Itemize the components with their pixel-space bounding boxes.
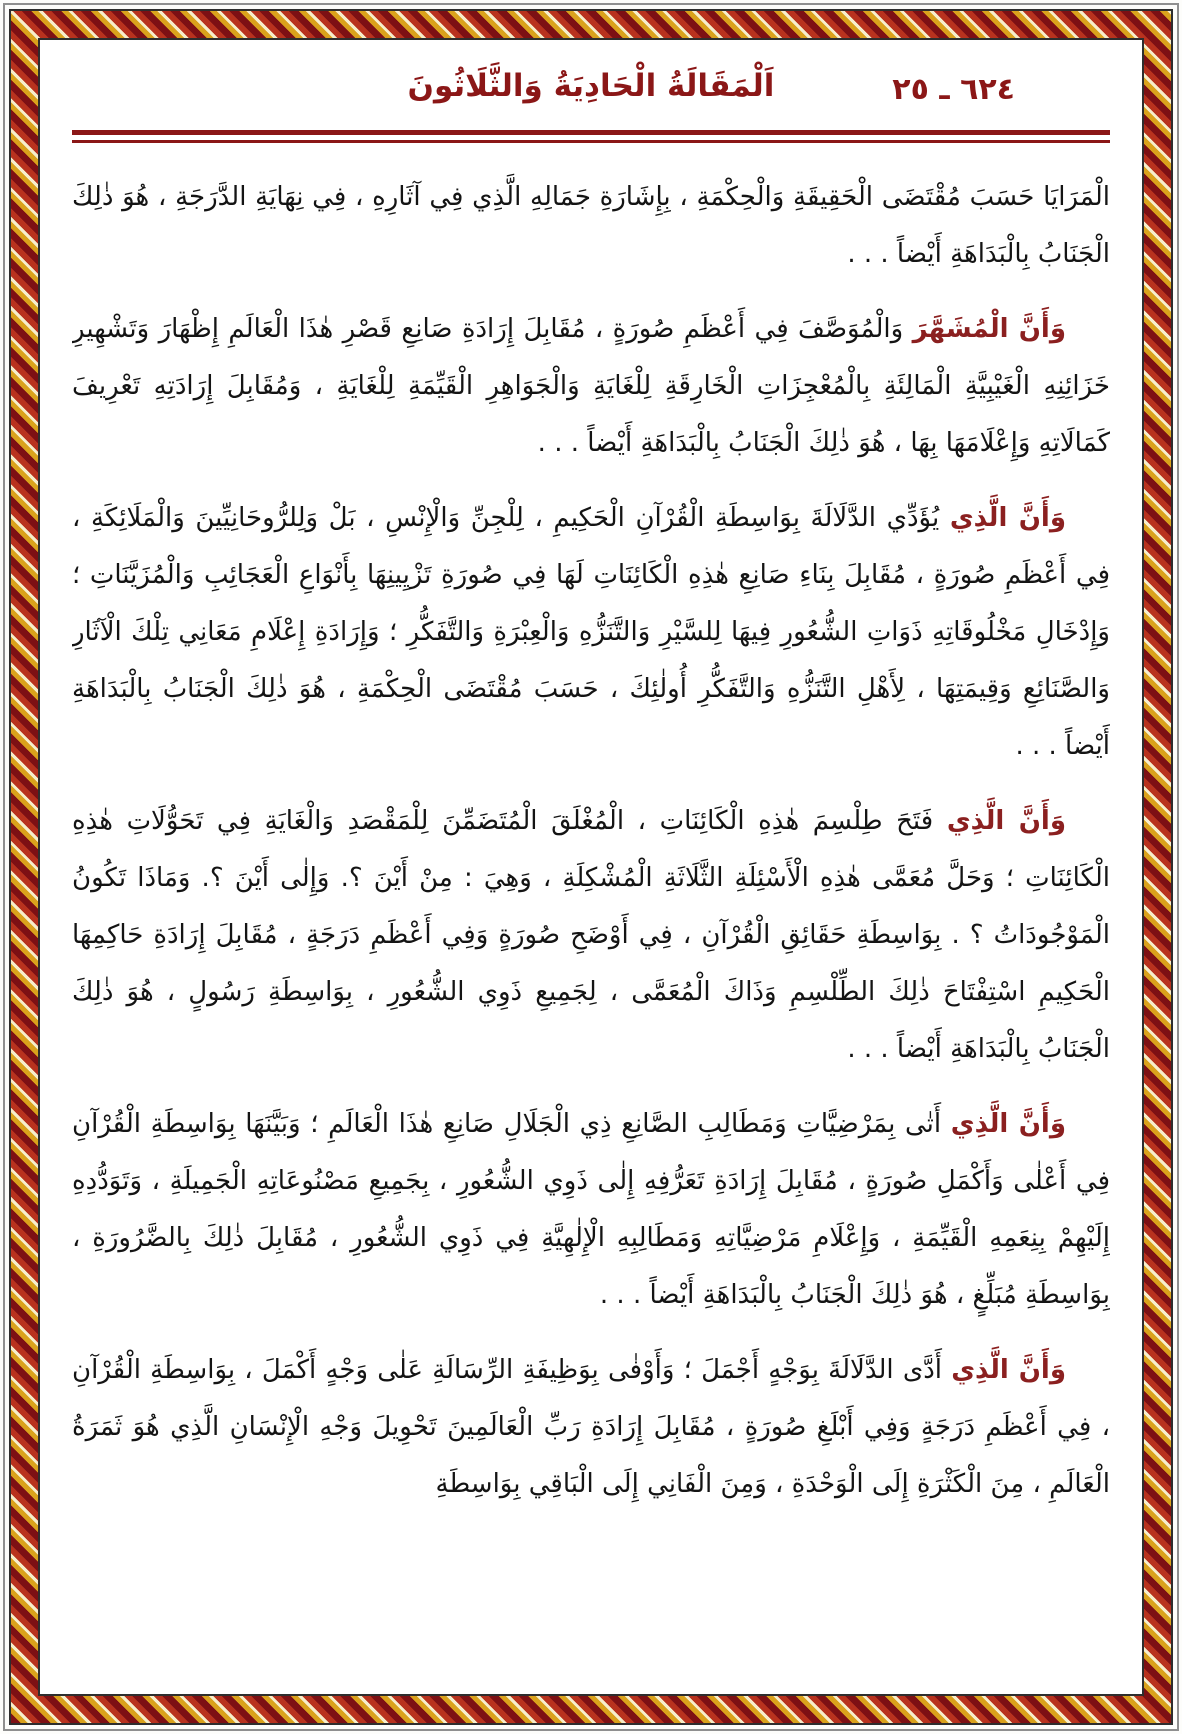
paragraph bbox=[72, 1096, 1110, 1324]
paragraph-body: أَدَّى الدَّلَالَةَ بِوَجْهٍ أَجْمَلَ ؛ وَأَوْفٰى بِوَظِيفَةِ الرِّسَالَةِ عَلٰى وَجْهٍ أَكْمَلَ ، بِوَاسِطَةِ الْقُرْآنِ ، فِي أَعْظَمِ دَرَجَةٍ وَفِي أَبْلَغِ صُورَةٍ ، مُقَابِلَ إِرَادَةِ رَبِّ الْعَالَمِينَ تَحْوِيلَ وَجْهِ الْإِنْسَانِ الَّذِي هُوَ ثَمَرَةُ الْعَالَمِ ، مِنَ الْكَثْرَةِ إِلَى الْوَحْدَةِ ، وَمِنَ الْفَانِي إِلَى الْبَاقِي بِوَاسِطَةِ bbox=[72, 1355, 1110, 1499]
paragraph bbox=[72, 793, 1110, 1078]
paragraph-body: فَتَحَ طِلْسِمَ هٰذِهِ الْكَائِنَاتِ ، الْمُغْلَقَ الْمُتَضَمِّنَ لِلْمَقْصَدِ وَالْغَايَةِ فِي تَحَوُّلَاتِ هٰذِهِ الْكَائِنَاتِ ؛ وَحَلَّ مُعَمَّى هٰذِهِ الْأَسْئِلَةِ الثَّلَاثَةِ الْمُشْكِلَةِ ، وَهِيَ : مِنْ أَيْنَ ؟. وَإِلٰى أَيْنَ ؟. وَمَاذَا تَكُونُ الْمَوْجُودَاتُ ؟ . بِوَاسِطَةِ حَقَائِقِ الْقُرْآنِ ، فِي أَوْضَحِ صُورَةٍ وَفِي أَعْظَمِ دَرَجَةٍ ، مُقَابِلَ إِرَادَةِ حَاكِمِهَا الْحَكِيمِ اسْتِفْتَاحَ ذٰلِكَ الطِّلْسِمِ وَذَاكَ الْمُعَمَّى ، لِجَمِيعِ ذَوِي الشُّعُورِ ، بِوَاسِطَةِ رَسُولٍ ، هُوَ ذٰلِكَ الْجَنَابُ بِالْبَدَاهَةِ أَيْضاً . . . bbox=[72, 806, 1110, 1064]
page-content bbox=[72, 42, 1110, 1692]
header-rule-thick bbox=[72, 130, 1110, 135]
page-header bbox=[72, 60, 1110, 130]
paragraph-body: الْمَرَايَا حَسَبَ مُقْتَضَى الْحَقِيقَةِ وَالْحِكْمَةِ ، بِإِشَارَةِ جَمَالِهِ الَّذِي فِي آثَارِهِ ، فِي نِهَايَةِ الدَّرَجَةِ ، هُوَ ذٰلِكَ الْجَنَابُ بِالْبَدَاهَةِ أَيْضاً . . . bbox=[72, 182, 1110, 269]
paragraph bbox=[72, 169, 1110, 283]
header-rule bbox=[72, 130, 1110, 143]
paragraph-lead: وَأَنَّ الَّذِي bbox=[950, 1109, 1066, 1139]
page-number: ٦٢٤ ـ ٢٥ bbox=[892, 72, 1015, 107]
paragraph bbox=[72, 301, 1110, 472]
paragraph bbox=[72, 1342, 1110, 1513]
paragraph-lead: وَأَنَّ الَّذِي bbox=[946, 806, 1066, 836]
paragraph-body: يُؤَدِّي الدَّلَالَةَ بِوَاسِطَةِ الْقُرْآنِ الْحَكِيمِ ، لِلْجِنِّ وَالْإِنْسِ ، بَلْ وَلِلرُّوحَانِيِّينَ وَالْمَلَائِكَةِ ، فِي أَعْظَمِ صُورَةٍ ، مُقَابِلَ بِنَاءِ صَانِعِ هٰذِهِ الْكَائِنَاتِ لَهَا فِي صُورَةِ تَزْيِينِهَا بِأَنْوَاعِ الْعَجَائِبِ وَالْمُزَيَّنَاتِ ؛ وَإِدْخَالِ مَخْلُوقَاتِهِ ذَوَاتِ الشُّعُورِ فِيهَا لِلسَّيْرِ وَالتَّنَزُّهِ وَالْعِبْرَةِ وَالتَّفَكُّرِ ؛ وَإِرَادَةِ إِعْلَامِ مَعَانِي تِلْكَ الْآثَارِ وَالصَّنَائِعِ وَقِيمَتِهَا ، لِأَهْلِ التَّنَزُّهِ وَالتَّفَكُّرِ أُولٰئِكَ ، حَسَبَ مُقْتَضَى الْحِكْمَةِ ، هُوَ ذٰلِكَ الْجَنَابُ بِالْبَدَاهَةِ أَيْضاً . . . bbox=[72, 503, 1110, 761]
header-rule-thin bbox=[72, 140, 1110, 143]
paragraph-lead: وَأَنَّ الَّذِي bbox=[949, 503, 1066, 533]
paragraph-lead: وَأَنَّ الَّذِي bbox=[951, 1355, 1066, 1385]
paragraph bbox=[72, 490, 1110, 775]
body-text bbox=[72, 169, 1110, 1513]
paragraph-lead: وَأَنَّ الْمُشَهَّرَ bbox=[912, 314, 1066, 344]
page-title: اَلْمَقَالَةُ الْحَادِيَةُ وَالثَّلَاثُونَ bbox=[407, 68, 775, 104]
paragraph-body: وَالْمُوَصَّفَ فِي أَعْظَمِ صُورَةٍ ، مُقَابِلَ إِرَادَةِ صَانِعِ قَصْرِ هٰذَا الْعَالَمِ إِظْهَارَ وَتَشْهِيرِ خَزَائِنِهِ الْغَيْبِيَّةِ الْمَالِئَةِ بِالْمُعْجِزَاتِ الْخَارِقَةِ لِلْغَايَةِ وَالْجَوَاهِرِ الْقَيِّمَةِ لِلْغَايَةِ ، وَمُقَابِلَ إِرَادَتِهِ تَعْرِيفَ كَمَالَاتِهِ وَإِعْلَامَهَا بِهَا ، هُوَ ذٰلِكَ الْجَنَابُ بِالْبَدَاهَةِ أَيْضاً . . . bbox=[72, 314, 1110, 458]
paragraph-body: أَتٰى بِمَرْضِيَّاتِ وَمَطَالِبِ الصَّانِعِ ذِي الْجَلَالِ صَانِعِ هٰذَا الْعَالَمِ ؛ وَبَيَّنَهَا بِوَاسِطَةِ الْقُرْآنِ فِي أَعْلٰى وَأَكْمَلِ صُورَةٍ ، مُقَابِلَ إِرَادَةِ تَعَرُّفِهِ إِلٰى ذَوِي الشُّعُورِ ، بِجَمِيعِ مَصْنُوعَاتِهِ الْجَمِيلَةِ ، وَتَوَدُّدِهِ إِلَيْهِمْ بِنِعَمِهِ الْقَيِّمَةِ ، وَإِعْلَامِ مَرْضِيَّاتِهِ وَمَطَالِبِهِ الْإِلٰهِيَّةِ فِي ذَوِي الشُّعُورِ ، مُقَابِلَ ذٰلِكَ بِالضَّرُورَةِ ، بِوَاسِطَةِ مُبَلِّغٍ ، هُوَ ذٰلِكَ الْجَنَابُ بِالْبَدَاهَةِ أَيْضاً . . . bbox=[72, 1109, 1110, 1310]
